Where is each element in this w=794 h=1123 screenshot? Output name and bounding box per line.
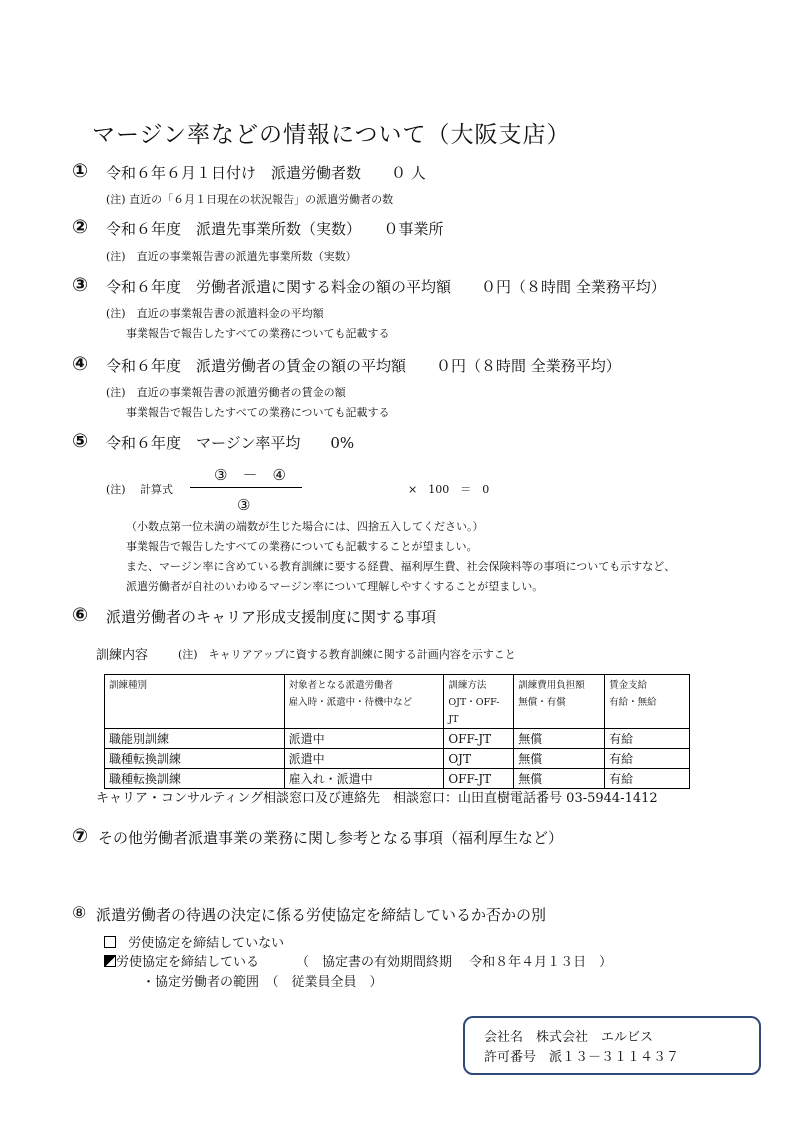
- cell-type: 職種転換訓練: [105, 749, 285, 769]
- header-method: 訓練方法 OJT・OFF-JT: [444, 675, 514, 729]
- training-note: (注) キャリアアップに資する教育訓練に関する計画内容を示すこと: [178, 648, 516, 661]
- training-label: 訓練内容: [96, 648, 149, 663]
- item-number-5: ⑤: [72, 430, 89, 452]
- header-target: 対象者となる派遣労働者 雇入時・派遣中・待機中など: [284, 675, 444, 729]
- consult-line: キャリア・コンサルティング相談窓口及び連絡先 相談窓口：山田直樹電話番号 03-5944-1412: [96, 791, 658, 806]
- header-cost: 訓練費用負担額 無償・有償: [514, 675, 605, 729]
- cell-wage: 有給: [605, 749, 690, 769]
- page-title: マージン率などの情報について（大阪支店）: [92, 122, 571, 148]
- formula-result: × 100 ＝ 0: [408, 483, 490, 496]
- formula-note-label: (注): [106, 483, 126, 496]
- cell-target: 雇入れ・派遣中: [284, 769, 444, 789]
- item-note-4b: 事業報告で報告したすべての業務についても記載する: [126, 406, 390, 419]
- option2-label: 労使協定を締結している: [116, 955, 260, 970]
- cell-cost: 無償: [514, 729, 605, 749]
- item-note-3a: (注) 直近の事業報告書の派遣料金の平均額: [106, 307, 324, 320]
- item-text-5: 令和６年度 マージン率平均 0%: [106, 434, 355, 452]
- item-number-7: ⑦: [72, 825, 89, 847]
- margin-note-2: 事業報告で報告したすべての業務についても記載することが望ましい。: [126, 540, 478, 553]
- item-note-3b: 事業報告で報告したすべての業務についても記載する: [126, 327, 390, 340]
- margin-note-1: （小数点第一位未満の端数が生じた場合には、四捨五入してください。）: [126, 520, 484, 533]
- agreement-option-concluded[interactable]: [104, 951, 259, 970]
- checkbox-checked[interactable]: [104, 955, 116, 967]
- cell-wage: 有給: [605, 729, 690, 749]
- item-note-4a: (注) 直近の事業報告書の派遣労働者の賃金の額: [106, 386, 346, 399]
- item-number-1: ①: [72, 160, 89, 182]
- permit-number: 許可番号 派１３－３１１４３７: [484, 1050, 680, 1065]
- header-wage: 賃金支給 有給・無給: [605, 675, 690, 729]
- item-number-8: ⑧: [72, 903, 87, 922]
- item-number-3: ③: [72, 274, 89, 296]
- checkbox-unchecked[interactable]: [104, 936, 116, 948]
- item-number-6: ⑥: [72, 604, 89, 626]
- agreement-option-not-concluded[interactable]: [104, 932, 284, 951]
- item-text-6: 派遣労働者のキャリア形成支援制度に関する事項: [106, 608, 437, 626]
- cell-method: OFF-JT: [444, 769, 514, 789]
- formula-label: 計算式: [140, 483, 173, 496]
- company-name: 会社名 株式会社 エルビス: [484, 1030, 654, 1045]
- training-table: [104, 674, 690, 789]
- item-text-1: 令和６年６月１日付け 派遣労働者数 ０ 人: [106, 164, 426, 182]
- cell-type: 職能別訓練: [105, 729, 285, 749]
- item-note-1: (注) 直近の「６月１日現在の状況報告」の派遣労働者の数: [106, 193, 394, 206]
- cell-method: OFF-JT: [444, 729, 514, 749]
- formula-denominator: ③: [237, 496, 251, 514]
- cell-cost: 無償: [514, 749, 605, 769]
- fraction-line: [190, 487, 302, 488]
- cell-wage: 有給: [605, 769, 690, 789]
- item-number-4: ④: [72, 353, 89, 375]
- agreement-scope: ・協定労働者の範囲 （ 従業員全員 ）: [142, 975, 383, 990]
- cell-type: 職種転換訓練: [105, 769, 285, 789]
- table-row: [105, 769, 690, 789]
- table-row: [105, 749, 690, 769]
- item-number-2: ②: [72, 216, 89, 238]
- item-text-8: 派遣労働者の待遇の決定に係る労使協定を締結しているか否かの別: [96, 906, 547, 924]
- item-text-2: 令和６年度 派遣先事業所数（実数） ０事業所: [106, 220, 444, 238]
- cell-method: OJT: [444, 749, 514, 769]
- training-table-header: [105, 675, 690, 729]
- item-text-7: その他労働者派遣事業の業務に関し参考となる事項（福利厚生など）: [98, 829, 564, 847]
- cell-target: 派遣中: [284, 729, 444, 749]
- header-type: 訓練種別: [105, 675, 285, 729]
- margin-note-4: 派遣労働者が自社のいわゆるマージン率について理解しやすくすることが望ましい。: [126, 580, 544, 593]
- option1-label: 労使協定を締結していない: [128, 936, 285, 951]
- cell-target: 派遣中: [284, 749, 444, 769]
- formula-numerator: ③ － ④: [214, 466, 286, 484]
- item-note-2: (注) 直近の事業報告書の派遣先事業所数（実数）: [106, 250, 357, 263]
- table-row: [105, 729, 690, 749]
- cell-cost: 無償: [514, 769, 605, 789]
- item-text-4: 令和６年度 派遣労働者の賃金の額の平均額 ０円（８時間 全業務平均）: [106, 357, 621, 375]
- margin-note-3: また、マージン率に含めている教育訓練に要する経費、福利厚生費、社会保険料等の事項についても示すなど、: [126, 560, 676, 573]
- item-text-3: 令和６年度 労働者派遣に関する料金の額の平均額 ０円（８時間 全業務平均）: [106, 278, 666, 296]
- agreement-term: （ 協定書の有効期間終期 令和８年４月１３日 ）: [296, 955, 613, 970]
